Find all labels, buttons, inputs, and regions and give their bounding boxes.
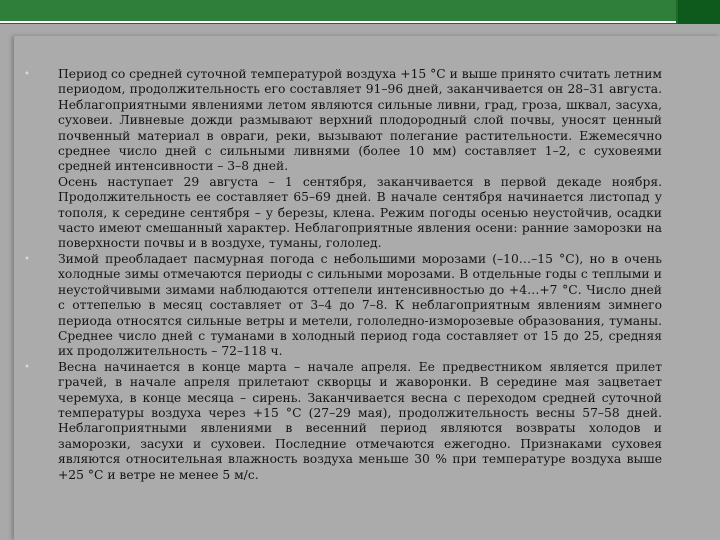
paragraph-text: Осень наступает 29 августа – 1 сентября, заканчивается в первой декаде ноября. Продолжительность ее составляет 65–69 дней. В начале сентября начинается листопад у тополя, к середине сентября – у березы, клена. Режим погоды осенью неустойчив, осадки часто имеют смешанный характер. Неблагоприятные явления осени: ранние заморозки на поверхности почвы и в воздухе, туманы, гололед. <box>58 174 662 251</box>
title-bar <box>0 0 720 24</box>
title-bar-corner <box>678 0 720 24</box>
slide-content <box>24 67 662 483</box>
paragraph-text: Весна начинается в конце марта – начале апреля. Ее предвестником является прилет грачей, в начале апреля прилетают скворцы и жаворонки. В середине мая зацветает черемуха, в конце месяца – сирень. Заканчивается весна с переходом средней суточной температуры воздуха через +15 °С (27–29 мая), продолжительность весны 57–58 дней. Неблагоприятными явлениями в весенний период являются возвраты холодов и заморозки, засухи и суховеи. Последние отмечаются ежегодно. Признаками суховея являются относительная влажность воздуха меньше 30 % при температуре воздуха выше +25 °С и ветре не менее 5 м/с. <box>58 359 662 482</box>
paragraph-spring <box>24 359 662 483</box>
bullet-icon: • <box>24 253 30 265</box>
bullet-icon: • <box>24 361 30 373</box>
bullet-icon: • <box>24 69 30 80</box>
paragraph-text: Зимой преобладает пасмурная погода с небольшими морозами (–10…–15 °С), но в очень холодные зимы отмечаются периоды с сильными морозами. В отдельные годы с теплыми и неустойчивыми зимами наблюдаются оттепели интенсивностью до +4…+7 °С. Число дней с оттепелью в месяц составляет от 3–4 до 7–8. К неблагоприятным явлениям зимнего периода относятся сильные ветры и метели, гололедно-изморозевые образования, туманы. Среднее число дней с туманами в холодный период года составляет от 15 до 25, средняя их продолжительность – 72–118 ч. <box>58 251 662 359</box>
paragraph-winter <box>24 251 662 360</box>
paragraph-autumn <box>58 175 662 252</box>
title-bar-stripe <box>0 0 676 23</box>
paragraph-text: Период со средней суточной температурой воздуха +15 °С и выше принято считать летним периодом, продолжительность его составляет 91–96 дней, заканчивается он 28–31 августа. Неблагоприятными явлениями летом являются сильные ливни, град, гроза, шквал, засуха, суховеи. Ливневые дожди размывают верхний плодородный слой почвы, уносят ценный почвенный материал в овраги, реки, вызывают полегание растительности. Ежемесячно среднее число дней с сильными ливнями (более 10 мм) составляет 1–2, с суховеями средней интенсивности – 3–8 дней. <box>58 67 662 174</box>
paragraph-summer <box>24 67 662 175</box>
